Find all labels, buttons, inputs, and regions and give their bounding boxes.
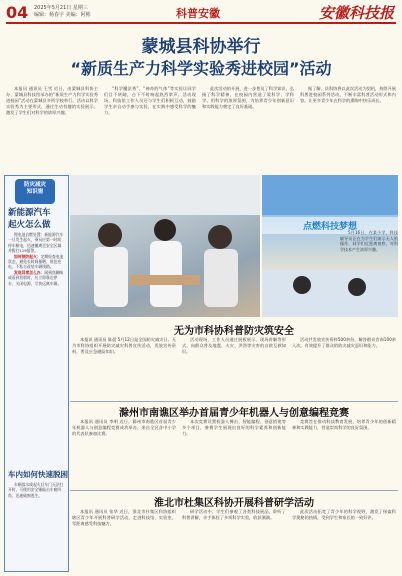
lead-article-column-4	[300, 86, 396, 170]
section4-text-1: 本报讯 通讯员 张华 近日，淮北市杜集区科协组织辖区青少年开展科普研学活动，走进科技馆、实验室，零距离感受科技魅力。	[72, 509, 176, 526]
sidebar-text-3: 车辆落水或起火后车门无法打开时，可使用安全锤敲击车窗四角，迅速破窗逃生。	[8, 482, 64, 498]
section3-column-2	[182, 419, 286, 487]
classroom-photo-illustration	[70, 175, 260, 317]
lead-article-text-2: “科学魔法秀”、“神奇的气体”等实验让同学们目不转睛，台下不时响起热烈掌声。活动现场，科技馆工作人员还与学生们积极互动，鼓励学生亲自动手参与实验，在实践中感受科学的魅力。	[104, 86, 196, 115]
page-number: 04	[6, 3, 29, 22]
sidebar-text-1: 定期检查电池状态，避免长时间暴晒，规范充电，不私自改装车辆线路。	[8, 253, 64, 270]
section3-column-1	[72, 419, 176, 487]
lead-article-text-1: 本报讯 通讯员 王雪 近日，由蒙城县科协主办、蒙城县科技馆承办的“新质生产力科学实验秀进校园”活动在蒙城县多所学校举行。活动以科学实验秀为主要形式，通过生动有趣的实验展示，激发了学生们对科学的浓厚兴趣。	[6, 86, 98, 115]
section4-headline: 淮北市杜集区科协开展科普研学活动	[154, 498, 314, 509]
section-title: 科普安徽	[176, 7, 220, 20]
sidebar-body	[8, 232, 64, 464]
section3-column-3	[292, 419, 396, 487]
section2-column-1	[72, 337, 176, 399]
section4-text-3: 此次活动拓宽了青少年的科学视野，激发了探索科学奥秘的热情，受到学生和家长的一致好评。	[292, 509, 396, 520]
section-divider	[70, 401, 398, 402]
photo-caption-text: 5月16日，在某小学，科技辅导员正在为学生们演示无人机操作，同学们近距离观察，对科学技术产生浓厚兴趣。	[340, 230, 398, 252]
sidebar-badge-line2: 知识窗	[26, 189, 44, 195]
section2-text-3: 活动共发放宣传资料500余份，解答群众咨询100余人次，有效提升了群众的防灾减灾意识和能力。	[292, 337, 396, 348]
masthead-logo: 安徽科技报	[318, 4, 394, 22]
sidebar-intro: 锂电池自燃处置：新能源汽车一旦发生起火，乘员应第一时间停车断电，迅速撤离至安全区域并拨打119报警。	[8, 232, 64, 254]
editor-credits: 编辑：杨春宇 美编：阿彬	[34, 12, 91, 18]
section2-text-2: 活动现场，工作人员通过展板展示、现场讲解等形式，向群众普及地震、火灾、洪涝等灾害的自救互救知识。	[182, 337, 286, 354]
lead-article-column-2	[104, 86, 196, 170]
sidebar-text-2: 闻到焦糊味或看到冒烟时，应立即靠边停车，关闭电源，尽快远离车辆。	[8, 269, 64, 286]
section2-headline: 无为市科协科普防灾筑安全	[174, 326, 294, 337]
sidebar-title-line1: 新能源汽车	[8, 208, 51, 218]
section3-text-2: 本次竞赛设置机器人搏击、智能编程、创意搭建等多个项目，参赛学生展现出良好的科学素养和创新能力。	[182, 419, 286, 436]
lead-article-column-3	[202, 86, 294, 170]
section2-text-1: 本报讯 通讯员 陈晨 5月12日是全国防灾减灾日。无为市科协组织开展防灾减灾科普宣传活动，发放宣传资料，普及应急避险知识。	[72, 337, 176, 354]
headline-line1: 蒙城县科协举行	[141, 37, 261, 57]
section3-headline: 滁州市南谯区举办首届青少年机器人与创意编程竞赛	[119, 408, 349, 419]
section2-column-3	[292, 337, 396, 399]
sidebar-heading-2: 发现异常怎么办：	[14, 269, 45, 275]
sidebar-body-2	[8, 482, 64, 566]
classroom-photo	[70, 175, 260, 317]
section4-column-2	[182, 509, 286, 571]
sidebar-badge-line1: 防灾减灾	[23, 182, 46, 188]
section3-text-1: 本报讯 通讯员 李明 近日，滁州市南谯区首届青少年机器人与创意编程竞赛成功举办，来自全区各中小学的代表队参加比赛。	[72, 419, 176, 436]
section2-column-2	[182, 337, 286, 399]
sidebar-title-line2: 起火怎么做	[8, 220, 51, 230]
section3-text-3: 竞赛旨在推动科技教育发展，培养青少年的创新精神和实践能力，营造崇尚科学的良好氛围。	[292, 419, 396, 430]
sidebar-subtitle: 车内如何快速脱困	[8, 470, 68, 479]
section4-text-2: 研学活动中，学生们参观了各类科技展品，聆听了科普讲解，亲手体验了多项科学实验，收获满满。	[182, 509, 286, 520]
sidebar-badge	[15, 179, 55, 204]
knowledge-sidebar	[4, 175, 69, 572]
sidebar-heading-1: 如何预防起火：	[14, 253, 41, 259]
photo-overlay-title: 点燃科技梦想	[262, 217, 398, 234]
section4-column-3	[292, 509, 396, 571]
lead-article-text-4: 据了解，县科协将以此次活动为契机，持续开展科普进校园系列活动，不断丰富科普活动形式和内容，让更多青少年在科学的熏陶中快乐成长。	[300, 86, 396, 103]
photo-caption	[340, 230, 398, 318]
lead-article-text-3: 此次活动的开展，进一步普及了科学知识，弘扬了科学精神，在校园内营造了爱科学、学科学、用科学的浓厚氛围，为培养青少年创新意识和实践能力奠定了良好基础。	[202, 86, 294, 109]
section4-column-1	[72, 509, 176, 571]
issue-date: 2025年5月21日 星期三	[34, 5, 88, 11]
header-rule	[6, 22, 396, 24]
lead-article-column-1	[6, 86, 98, 170]
headline-line2: “新质生产力科学实验秀进校园”活动	[70, 59, 332, 78]
section-divider-2	[70, 490, 398, 491]
